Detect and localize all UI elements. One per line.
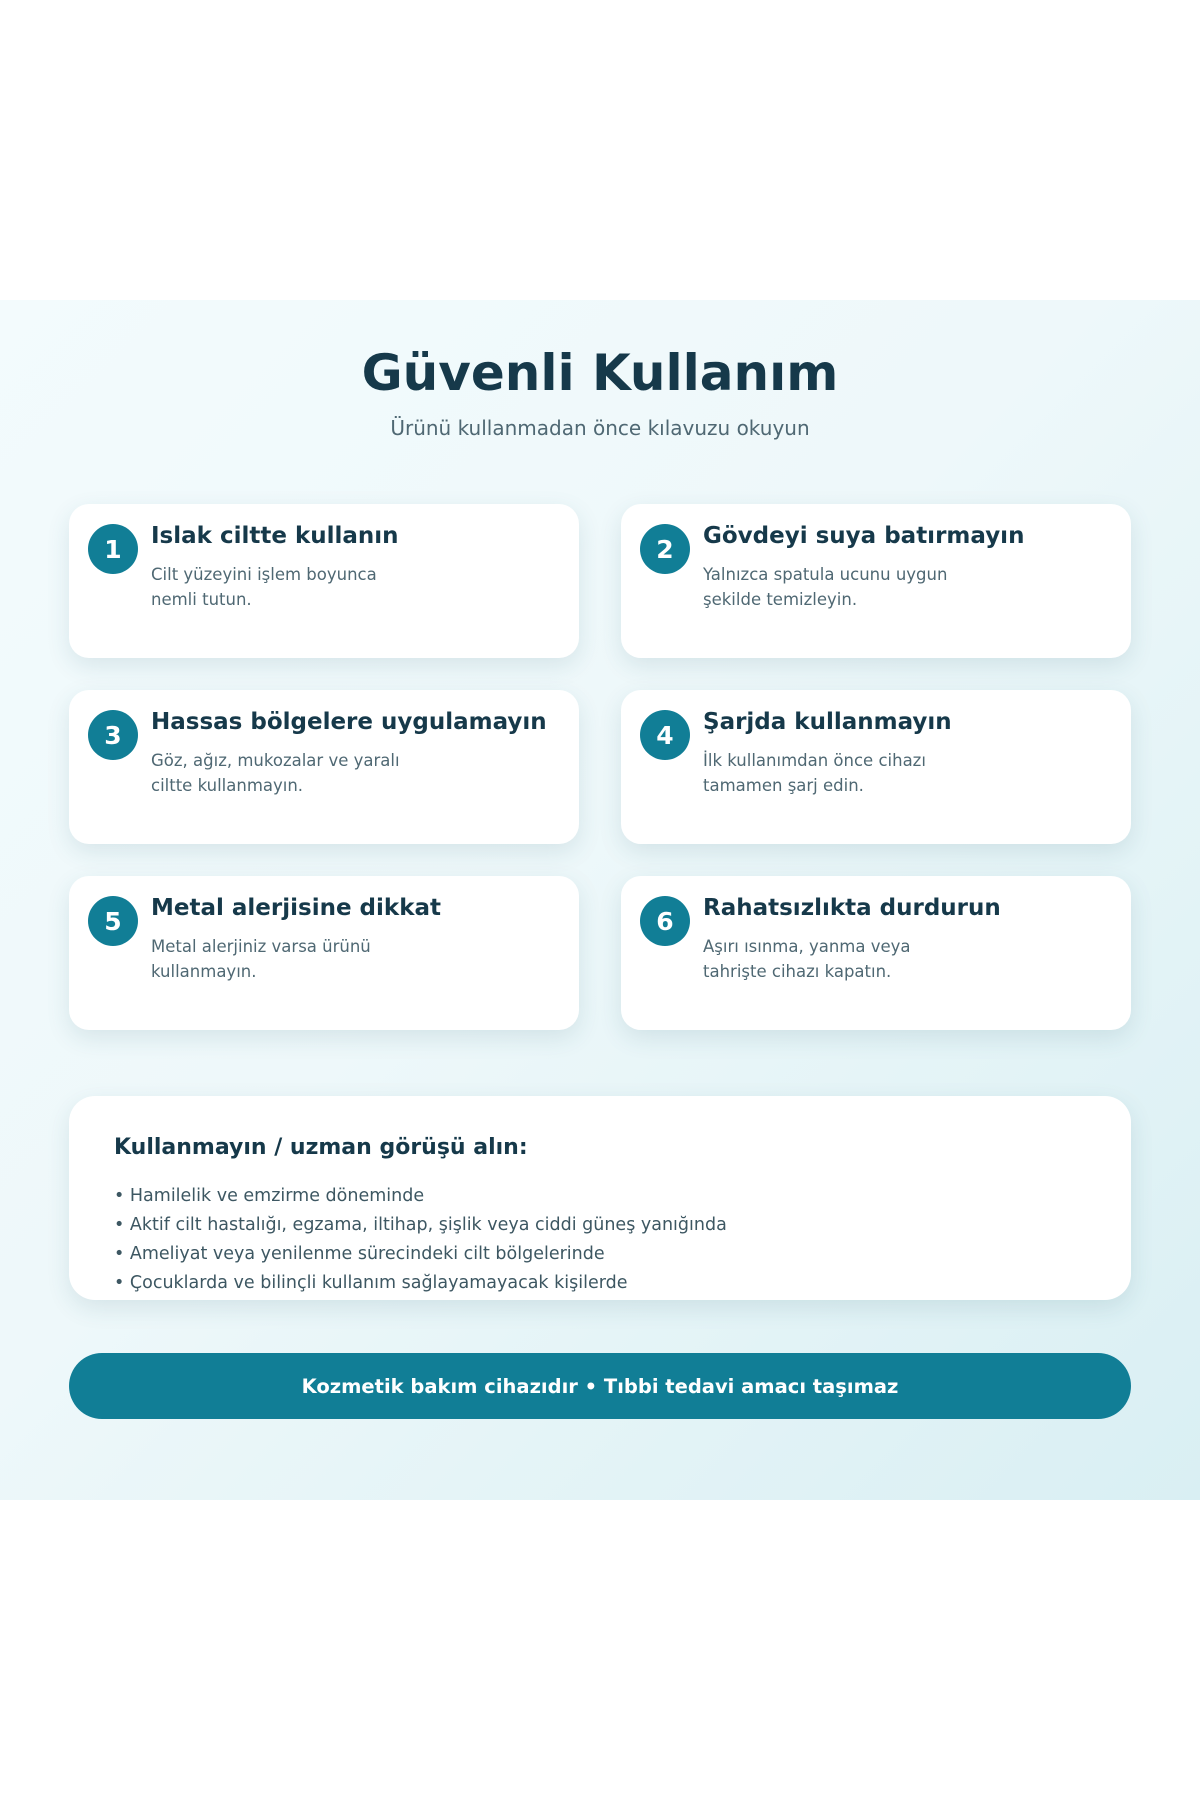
card-text: Göz, ağız, mukozalar ve yaralı ciltte kullanmayın. xyxy=(151,751,400,795)
safety-card-1 xyxy=(69,504,579,658)
contraindications-box xyxy=(69,1096,1131,1300)
list-item: • Çocuklarda ve bilinçli kullanım sağlayamayacak kişilerde xyxy=(114,1269,727,1298)
cosmetic-disclaimer-bar: Kozmetik bakım cihazıdır • Tıbbi tedavi amacı taşımaz xyxy=(69,1353,1131,1419)
card-title: Hassas bölgelere uygulamayın xyxy=(151,709,547,735)
card-title: Islak ciltte kullanın xyxy=(151,523,399,549)
safety-card-5 xyxy=(69,876,579,1030)
step-number-badge: 1 xyxy=(88,524,138,574)
card-title: Şarjda kullanmayın xyxy=(703,709,952,735)
list-item: • Aktif cilt hastalığı, egzama, iltihap, şişlik veya ciddi güneş yanığında xyxy=(114,1211,727,1240)
safety-card-4 xyxy=(621,690,1131,844)
contraindications-list xyxy=(114,1182,727,1298)
card-text: Cilt yüzeyini işlem boyunca nemli tutun. xyxy=(151,565,377,609)
safety-card-2 xyxy=(621,504,1131,658)
safety-panel xyxy=(0,300,1200,1500)
contraindications-title: Kullanmayın / uzman görüşü alın: xyxy=(114,1135,528,1160)
list-item: • Ameliyat veya yenilenme sürecindeki cilt bölgelerinde xyxy=(114,1240,727,1269)
card-title: Gövdeyi suya batırmayın xyxy=(703,523,1025,549)
safety-card-6 xyxy=(621,876,1131,1030)
list-item: • Hamilelik ve emzirme döneminde xyxy=(114,1182,727,1211)
step-number-badge: 6 xyxy=(640,896,690,946)
step-number-badge: 5 xyxy=(88,896,138,946)
step-number-badge: 3 xyxy=(88,710,138,760)
card-title: Rahatsızlıkta durdurun xyxy=(703,895,1001,921)
page-subtitle: Ürünü kullanmadan önce kılavuzu okuyun xyxy=(390,416,810,440)
safety-card-3 xyxy=(69,690,579,844)
card-text: Metal alerjiniz varsa ürünü kullanmayın. xyxy=(151,937,371,981)
card-text: İlk kullanımdan önce cihazı tamamen şarj edin. xyxy=(703,751,926,795)
step-number-badge: 4 xyxy=(640,710,690,760)
card-text: Aşırı ısınma, yanma veya tahrişte cihazı kapatın. xyxy=(703,937,911,981)
card-text: Yalnızca spatula ucunu uygun şekilde temizleyin. xyxy=(703,565,948,609)
page-title: Güvenli Kullanım xyxy=(361,344,839,402)
step-number-badge: 2 xyxy=(640,524,690,574)
card-title: Metal alerjisine dikkat xyxy=(151,895,442,921)
